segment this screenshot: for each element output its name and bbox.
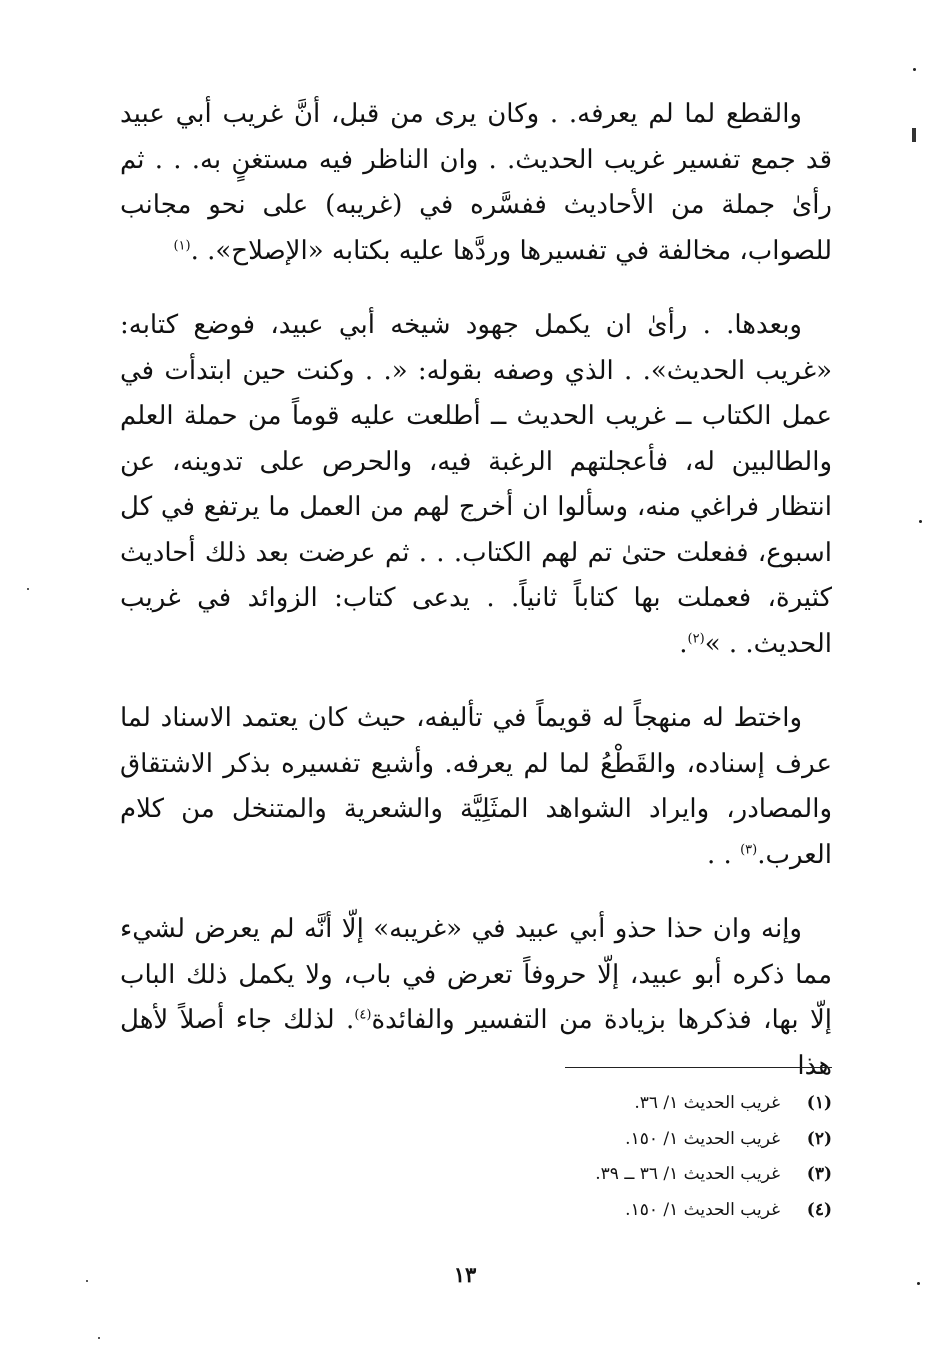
page-number: ١٣: [453, 1262, 477, 1287]
footnote-3: [420, 1157, 832, 1193]
footnote-separator: [565, 1067, 832, 1068]
footnote-number: (٣): [806, 1164, 832, 1184]
footnote-number: (٢): [806, 1128, 832, 1149]
footnotes: [420, 1086, 832, 1228]
paragraph-3-text: واختط له منهجاً له قويماً في تأليفه، حيث كان يعتمد الاسناد لما عرف إسناده، والقَطْعُ لما لم يعرفه. وأشبع تفسيره بذكر الاشتقاق والمصادر، وايراد الشواهد المثَلِيَّة والشعرية والمتنخل من كلام العرب.: [120, 703, 832, 870]
scan-mark: [912, 128, 916, 142]
footnote-text: غريب الحديث ١/ ٣٦.: [634, 1093, 780, 1113]
scan-speck: [917, 1282, 920, 1285]
paragraph-2: وبعدها. . رأىٰ ان يكمل جهود شيخه أبي عبيد، فوضع كتابه: «غريب الحديث». . الذي وصفه بقوله: «. . وكنت حين ابتدأت في عمل الكتاب ــ غريب الحديث ــ أطلعت عليه قوماً من حملة العلم والطالبين له، فأعجلتهم الرغبة فيه، والحرص على تدوينه، عن انتظار فراغي منه، وسألوا ان أخرج لهم من العمل ما يرتفع في كل اسبوع، ففعلت حتىٰ تم لهم الكتاب. . . ثم عرضت بعد ذلك أحاديث كثيرة، فعملت بها كتاباً ثانياً. . يدعى كتاب: الزوائد في غريب الحديث. . »$^{(٢)}$.: [120, 310, 832, 659]
footnote-text: غريب الحديث ١/ ٣٦ ــ ٣٩.: [595, 1164, 780, 1184]
paragraph-3: واختط له منهجاً له قويماً في تأليفه، حيث كان يعتمد الاسناد لما عرف إسناده، والقَطْعُ لما لم يعرفه. وأشبع تفسيره بذكر الاشتقاق والمصادر، وايراد الشواهد المثَلِيَّة والشعرية والمتنخل من كلام العرب.$^{(٣)}$ . .: [120, 703, 832, 870]
footnote-4: [420, 1193, 832, 1229]
footnote-ref-4[interactable]: (٤): [354, 1007, 372, 1023]
body-text: [120, 92, 832, 1089]
paragraph-4-text: وإنه وان حذا حذو أبي عبيد في «غريبه» إلّا أنَّه لم يعرض لشيء مما ذكره أبو عبيد، إلّا حروفاً تعرض في باب، ولا يكمل ذلك الباب إلّا بها، فذكرها بزيادة من التفسير والفائدة: [120, 914, 832, 1035]
scan-speck: [86, 1280, 88, 1282]
footnote-ref-2[interactable]: (٢): [687, 630, 705, 646]
paragraph-1-text: والقطع لما لم يعرفه. . وكان يرى من قبل، أنَّ غريب أبي عبيد قد جمع تفسير غريب الحديث. . وان الناظر فيه مستغنٍ به. . . ثم رأىٰ جملة من الأحاديث ففسَّره في (غريبه) على نحو مجانب للصواب، مخالفة في تفسيرها وردَّها عليه بكتابه «الإصلاح». .: [120, 99, 832, 266]
footnote-text: غريب الحديث ١/ ١٥٠.: [625, 1128, 780, 1149]
footnote-number: (١): [806, 1093, 832, 1113]
footnote-2: [420, 1122, 832, 1158]
footnote-1: [420, 1086, 832, 1122]
paragraph-4: وإنه وان حذا حذو أبي عبيد في «غريبه» إلّا أنَّه لم يعرض لشيء مما ذكره أبو عبيد، إلّا حروفاً تعرض في باب، ولا يكمل ذلك الباب إلّا بها، فذكرها بزيادة من التفسير والفائدة$^{(٤)}$. لذلك جاء أصلاً لأهل هذا: [120, 914, 832, 1081]
footnote-ref-1[interactable]: (١): [173, 237, 191, 253]
scan-speck: [27, 588, 29, 590]
scan-speck: [98, 1337, 100, 1339]
footnote-text: غريب الحديث ١/ ١٥٠.: [625, 1199, 780, 1220]
footnote-number: (٤): [806, 1199, 832, 1220]
footnote-ref-3[interactable]: (٣): [740, 841, 758, 857]
paragraph-1: [120, 92, 832, 274]
scan-speck: [913, 68, 916, 71]
scan-speck: [919, 520, 922, 523]
paragraph-2-text: وبعدها. . رأىٰ ان يكمل جهود شيخه أبي عبيد، فوضع كتابه: «غريب الحديث». . الذي وصفه بقوله: «. . وكنت حين ابتدأت في عمل الكتاب ــ غريب الحديث ــ أطلعت عليه قوماً من حملة العلم والطالبين له، فأعجلتهم الرغبة فيه، والحرص على تدوينه، عن انتظار فراغي منه، وسألوا ان أخرج لهم من العمل ما يرتفع في كل اسبوع، ففعلت حتىٰ تم لهم الكتاب. . . ثم عرضت بعد ذلك أحاديث كثيرة، فعملت بها كتاباً ثانياً. . يدعى كتاب: الزوائد في غريب الحديث. . »: [120, 310, 832, 659]
